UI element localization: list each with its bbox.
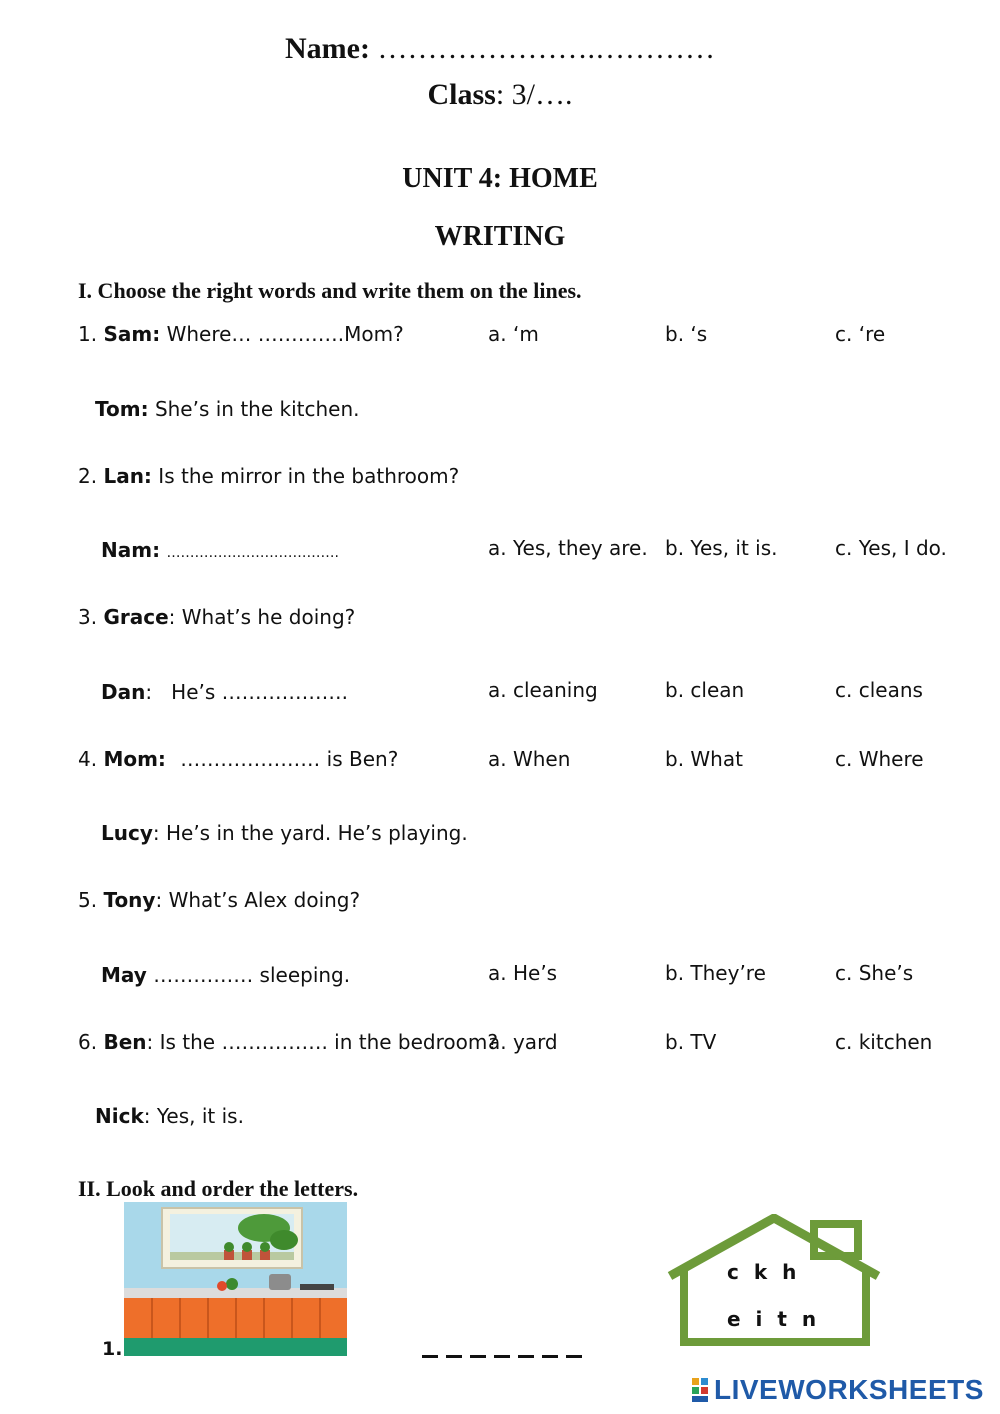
dialogue-text: : Is the ……………. in the bedroom?	[146, 1030, 498, 1054]
dialogue-text: Where… ………….Mom?	[166, 322, 404, 346]
brand-text: LIVEWORKSHEETS	[714, 1374, 984, 1405]
part2-instruction: II. Look and order the letters.	[78, 1176, 359, 1201]
question-number: 5.	[78, 888, 98, 912]
q6-option-c[interactable]: c. kitchen	[835, 1030, 933, 1054]
q4-option-c[interactable]: c. Where	[835, 747, 924, 771]
speaker: Tom:	[95, 397, 149, 421]
speaker: Sam:	[103, 322, 161, 346]
question-5-line-2	[101, 963, 350, 987]
part1-instruction: I. Choose the right words and write them on the lines.	[78, 278, 582, 303]
question-number: 3.	[78, 605, 98, 629]
section-title: WRITING	[434, 221, 566, 252]
unit-title: UNIT 4: HOME	[402, 163, 598, 194]
q1-option-b[interactable]: b. ‘s	[665, 322, 708, 346]
question-2-line-1	[78, 464, 459, 488]
dialogue-text: : What’s Alex doing?	[155, 888, 361, 912]
speaker: Mom:	[103, 747, 166, 771]
q3-option-a[interactable]: a. cleaning	[488, 678, 598, 702]
class-value: : 3/….	[495, 78, 573, 111]
q1-option-c[interactable]: c. ‘re	[835, 322, 886, 346]
dialogue-text: : Yes, it is.	[143, 1104, 244, 1128]
question-1-line-2	[95, 397, 360, 421]
q5-option-a[interactable]: a. He’s	[488, 961, 558, 985]
speaker: Ben	[103, 1030, 147, 1054]
dialogue-text: Is the mirror in the bathroom?	[158, 464, 460, 488]
brand-mark-icon	[692, 1376, 710, 1404]
question-number: 2.	[78, 464, 98, 488]
speaker: May	[101, 963, 147, 987]
q4-option-b[interactable]: b. What	[665, 747, 743, 771]
question-6-line-2	[95, 1104, 244, 1128]
part2-item-number: 1.	[102, 1338, 123, 1360]
liveworksheets-logo	[692, 1374, 984, 1406]
question-6-line-1	[78, 1030, 498, 1054]
q1-option-a[interactable]: a. ‘m	[488, 322, 539, 346]
dialogue-text: She’s in the kitchen.	[154, 397, 360, 421]
name-line	[0, 32, 1000, 66]
speaker: Nam:	[101, 538, 161, 562]
dialogue-text: : He’s in the yard. He’s playing.	[152, 821, 468, 845]
q2-option-b[interactable]: b. Yes, it is.	[665, 536, 778, 560]
question-number: 1.	[78, 322, 98, 346]
scrambled-letters-bottom: e i t n	[727, 1307, 821, 1331]
scrambled-letters-top: c k h	[727, 1260, 801, 1284]
kitchen-illustration	[124, 1202, 347, 1356]
q4-option-a[interactable]: a. When	[488, 747, 571, 771]
class-label: Class	[427, 78, 496, 111]
question-4-line-1	[78, 747, 398, 771]
q6-option-b[interactable]: b. TV	[665, 1030, 717, 1054]
q2-option-a[interactable]: a. Yes, they are.	[488, 536, 648, 560]
q3-option-c[interactable]: c. cleans	[835, 678, 923, 702]
question-3-line-1	[78, 605, 355, 629]
name-dots: ………………….…………	[377, 32, 715, 65]
question-5-line-1	[78, 888, 360, 912]
speaker: Nick	[95, 1104, 144, 1128]
q5-option-c[interactable]: c. She’s	[835, 961, 914, 985]
q3-option-b[interactable]: b. clean	[665, 678, 745, 702]
q2-option-c[interactable]: c. Yes, I do.	[835, 536, 947, 560]
question-1-line-1	[78, 322, 404, 346]
speaker: Tony	[103, 888, 156, 912]
question-4-line-2	[101, 821, 468, 845]
class-line	[0, 78, 1000, 112]
answer-blank[interactable]: ……………………………….	[166, 545, 339, 561]
speaker: Grace	[103, 605, 169, 629]
question-number: 4.	[78, 747, 98, 771]
question-2-line-2	[101, 538, 339, 562]
q5-option-b[interactable]: b. They’re	[665, 961, 766, 985]
kitchen-image	[124, 1202, 347, 1356]
speaker: Lucy	[101, 821, 153, 845]
speaker: Lan:	[103, 464, 152, 488]
speaker: Dan	[101, 680, 146, 704]
answer-blanks[interactable]	[422, 1347, 590, 1365]
q6-option-a[interactable]: a. yard	[488, 1030, 558, 1054]
name-label: Name:	[285, 32, 370, 65]
dialogue-text: : What’s he doing?	[168, 605, 356, 629]
question-3-line-2	[101, 680, 348, 704]
dialogue-text: : He’s ……………….	[145, 680, 348, 704]
dialogue-text: …………… sleeping.	[153, 963, 351, 987]
dialogue-text: ………………… is Ben?	[180, 747, 399, 771]
question-number: 6.	[78, 1030, 98, 1054]
